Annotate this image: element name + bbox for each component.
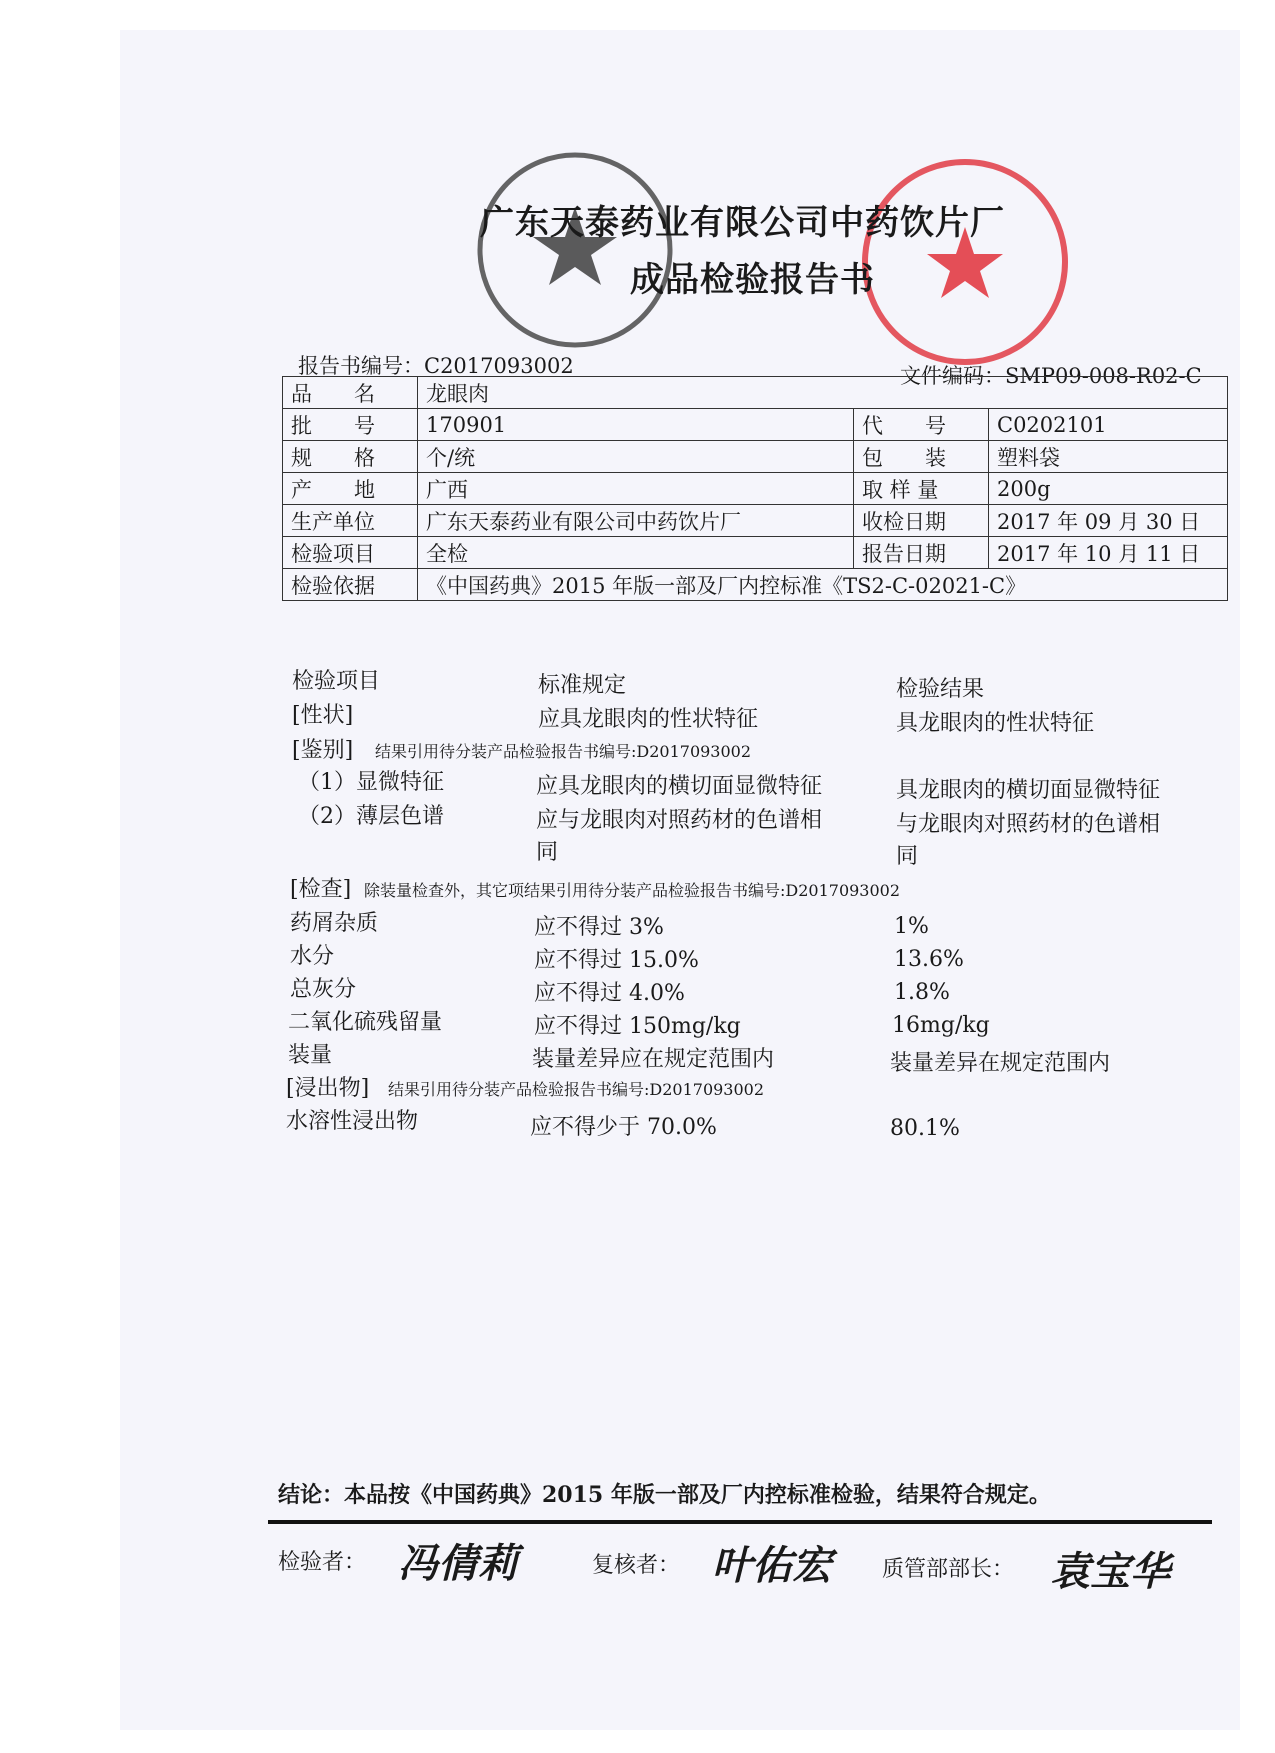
col-header-standard: 标准规定 [538,673,627,698]
check-note: 除装量检查外，其它项结果引用待分装产品检验报告书编号:D2017093002 [364,881,901,900]
moisture-label: 水分 [290,944,335,969]
water-extract-standard: 应不得少于 70.0% [530,1115,717,1140]
sample-value: 200g [989,473,1228,505]
table-row [283,473,1228,505]
sulfur-dioxide-standard: 应不得过 150mg/kg [534,1014,741,1039]
spec-value: 个/统 [418,441,854,473]
conclusion-rule [268,1520,1212,1524]
producer-label: 生产单位 [283,505,418,537]
table-row [283,505,1228,537]
character-standard: 应具龙眼肉的性状特征 [538,707,759,732]
name-label: 品 名 [283,377,418,409]
received-date-value: 2017 年 09 月 30 日 [989,505,1228,537]
impurity-label: 药屑杂质 [290,911,379,936]
reviewer-label: 复核者： [592,1553,681,1578]
table-row [283,569,1228,601]
identification-note: 结果引用待分装产品检验报告书编号:D2017093002 [375,742,752,761]
check-label: [检查] [290,877,352,902]
file-number: 文件编码：SMP09-008-R02-C [900,364,1202,388]
table-row [283,409,1228,441]
microscopic-label: （1）显微特征 [298,770,444,795]
received-date-label: 收检日期 [854,505,989,537]
total-ash-label: 总灰分 [290,977,357,1002]
sample-label: 取 样 量 [854,473,989,505]
inspector-signature: 冯倩莉 [398,1540,518,1587]
report-date-value: 2017 年 10 月 11 日 [989,537,1228,569]
fill-label: 装量 [288,1043,333,1068]
impurity-result: 1% [894,914,929,939]
report-title: 成品检验报告书 [630,260,875,300]
pack-value: 塑料袋 [989,441,1228,473]
fill-standard: 装量差异应在规定范围内 [532,1047,775,1072]
batch-label: 批 号 [283,409,418,441]
character-result: 具龙眼肉的性状特征 [896,711,1095,736]
character-label: [性状] [292,703,354,728]
total-ash-standard: 应不得过 4.0% [534,981,685,1006]
spec-label: 规 格 [283,441,418,473]
tlc-result-line2: 同 [896,844,919,869]
code-value: C0202101 [989,409,1228,441]
tlc-label: （2）薄层色谱 [298,804,444,829]
pack-label: 包 装 [854,441,989,473]
col-header-item: 检验项目 [292,669,381,694]
microscopic-result: 具龙眼肉的横切面显微特征 [896,778,1161,803]
water-extract-result: 80.1% [890,1116,960,1141]
report-date-label: 报告日期 [854,537,989,569]
basis-label: 检验依据 [283,569,418,601]
sulfur-dioxide-label: 二氧化硫残留量 [288,1010,443,1035]
moisture-result: 13.6% [894,947,964,972]
origin-label: 产 地 [283,473,418,505]
fill-result: 装量差异在规定范围内 [890,1051,1111,1076]
inspection-seal-stamp [470,145,680,355]
table-row [283,441,1228,473]
microscopic-standard: 应具龙眼肉的横切面显微特征 [536,774,823,799]
basis-value: 《中国药典》2015 年版一部及厂内控标准《TS2-C-02021-C》 [418,569,1228,601]
manager-signature: 袁宝华 [1050,1548,1170,1595]
manager-label: 质管部部长： [882,1557,1015,1582]
report-number: 报告书编号：C2017093002 [298,354,574,378]
origin-value: 广西 [418,473,854,505]
name-value: 龙眼肉 [418,377,1228,409]
tlc-standard-line1: 应与龙眼肉对照药材的色谱相 [536,808,823,833]
extract-note: 结果引用待分装产品检验报告书编号:D2017093002 [388,1080,765,1099]
company-title: 广东天泰药业有限公司中药饮片厂 [480,203,1005,243]
producer-value: 广东天泰药业有限公司中药饮片厂 [418,505,854,537]
sulfur-dioxide-result: 16mg/kg [892,1013,990,1038]
impurity-standard: 应不得过 3% [534,915,664,940]
product-info-table [282,376,1228,601]
quality-dept-seal-stamp [855,152,1075,372]
inspector-label: 检验者： [278,1550,367,1575]
table-row [283,377,1228,409]
extract-label: [浸出物] [286,1076,370,1101]
moisture-standard: 应不得过 15.0% [534,948,699,973]
col-header-result: 检验结果 [896,677,985,702]
tlc-standard-line2: 同 [536,840,559,865]
tlc-result-line1: 与龙眼肉对照药材的色谱相 [896,812,1161,837]
code-label: 代 号 [854,409,989,441]
inspection-item-value: 全检 [418,537,854,569]
conclusion-text: 结论：本品按《中国药典》2015 年版一部及厂内控标准检验，结果符合规定。 [278,1482,1051,1508]
water-extract-label: 水溶性浸出物 [286,1109,419,1134]
batch-value: 170901 [418,409,854,441]
total-ash-result: 1.8% [894,980,950,1005]
reviewer-signature: 叶佑宏 [712,1542,832,1589]
inspection-item-label: 检验项目 [283,537,418,569]
table-row [283,537,1228,569]
identification-label: [鉴别] [292,738,354,763]
